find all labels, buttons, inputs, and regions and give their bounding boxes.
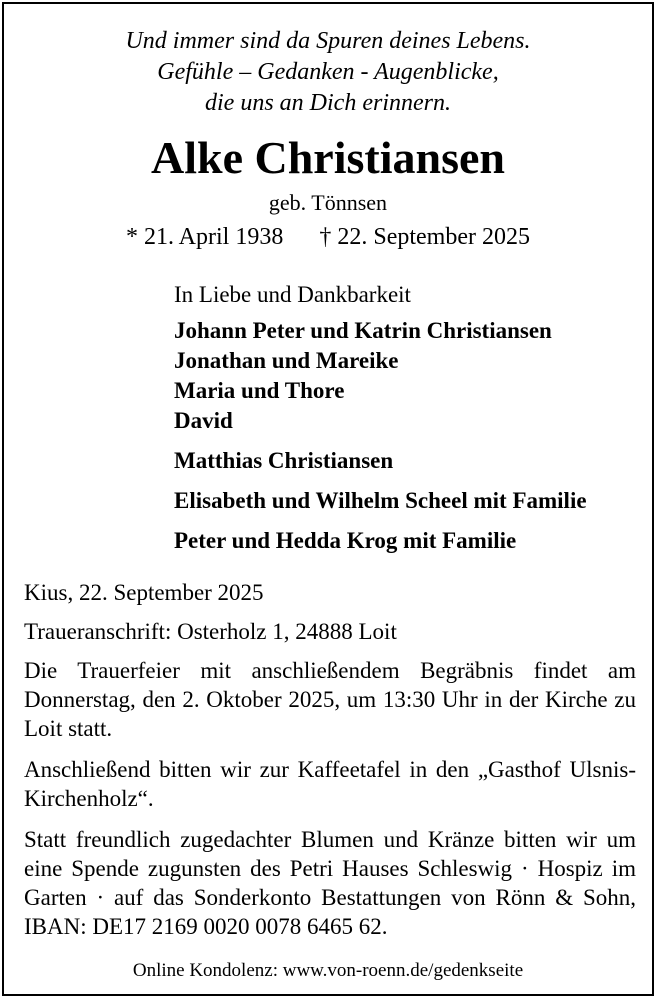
- mourning-address: Traueranschrift: Osterholz 1, 24888 Loit: [24, 619, 397, 644]
- birth-name: geb. Tönnsen: [268, 190, 388, 215]
- reception-details: Anschließend bitten wir zur Kaffeetafel in den „Gasthof Ulsnis-Kirchenholz“.: [24, 757, 636, 811]
- motto-line-1: Und immer sind da Spuren deines Lebens.: [125, 28, 531, 54]
- motto-line-2: Gefühle – Gedanken - Augenblicke,: [157, 59, 499, 85]
- mourner-group-krog: Peter und Hedda Krog mit Familie: [174, 528, 517, 553]
- motto-line-3: die uns an Dich erinnern.: [205, 90, 451, 116]
- mourner-group-family: [174, 316, 644, 436]
- motto-verse: [4, 26, 652, 119]
- mourner-group-matthias: Matthias Christiansen: [174, 448, 394, 473]
- funeral-details: Die Trauerfeier mit anschließendem Begräbnis findet am Donnerstag, den 2. Oktober 2025, um 13:30 Uhr in der Kirche zu Loit statt.: [24, 658, 636, 741]
- mourner-line: Maria und Thore: [174, 378, 345, 403]
- birth-date: * 21. April 1938: [126, 224, 284, 250]
- mourner-group-scheel: Elisabeth und Wilhelm Scheel mit Familie: [174, 488, 587, 513]
- life-dates: [4, 222, 652, 252]
- obituary-notice: [2, 2, 654, 996]
- notice-details: [24, 578, 636, 953]
- mourners-intro: In Liebe und Dankbarkeit: [174, 282, 411, 307]
- place-and-date: Kius, 22. September 2025: [24, 580, 264, 605]
- mourner-line: Johann Peter und Katrin Christiansen: [174, 318, 552, 343]
- donation-request: Statt freundlich zugedachter Blumen und Kränze bitten wir um eine Spende zugunsten des Petri Hauses Schleswig · Hospiz im Garten · auf das Sonderkonto Bestattungen von Rönn & Sohn, IBAN: DE17 2169 0020 0078 6465 62.: [24, 827, 636, 939]
- death-date: † 22. September 2025: [319, 224, 530, 250]
- deceased-name: Alke Christiansen: [151, 132, 505, 183]
- mourner-line: David: [174, 408, 233, 433]
- mourners-list: [174, 280, 644, 556]
- online-condolence-link[interactable]: Online Kondolenz: www.von-roenn.de/gedenkseite: [132, 960, 524, 981]
- mourner-line: Jonathan und Mareike: [174, 348, 399, 373]
